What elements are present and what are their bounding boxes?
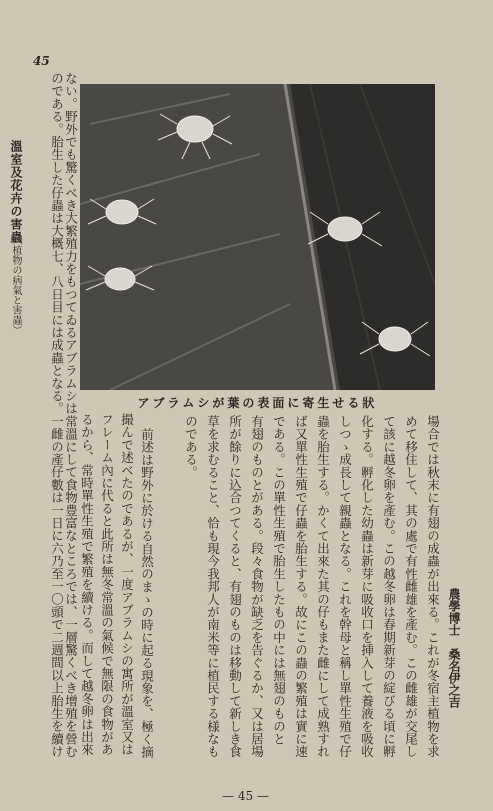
page-number-top: 45: [33, 54, 50, 68]
text-line: 草を求むること、恰も現今我邦人が南米等に植民する様なも: [205, 415, 221, 758]
running-header-subtitle: （植物の病氣と害蟲）: [10, 235, 21, 335]
photo-illustration: [80, 84, 435, 390]
left-text-block: [49, 72, 80, 758]
text-line: 前述は野外に於ける自然のまゝの時に起る現象を、極く摘: [139, 428, 155, 759]
text-line: めて移住して、其の處で有性雌雄を產む。この雌雄が交尾し: [403, 415, 419, 758]
aphid-photograph: [80, 84, 435, 390]
author-name: 農學博士 桑名伊之吉: [447, 588, 461, 708]
text-line: ば又單性生殖で仔蟲を胎生する。故にこの蟲の繁殖は實に速: [293, 415, 309, 758]
text-line: 所が餘りに込合つてくると、有翅のものは移動して新しき食: [227, 415, 243, 758]
page-number-bottom: — 45 —: [222, 789, 269, 803]
text-line: である。この單性生殖で胎生したもの中には無翅のものと: [271, 415, 287, 746]
text-line: 有翅のものとがある。段々食物が缺乏を告ぐるか、又は居場: [249, 415, 265, 758]
text-line: しつゝ成長して親蟲となる。これを幹母と稱し單性生殖で仔: [337, 415, 353, 758]
text-line: のである。: [183, 415, 199, 479]
text-line: 蟲を胎生する。かくて出來た其の仔もまた雌にして成熟すれ: [315, 415, 331, 758]
text-line: のである。胎生した仔蟲は大概七、八日目には成蟲となる。一雌の產仔數は一日に六乃至一〇頭で二週間以上胎生を續け: [49, 72, 65, 758]
text-line: ない。野外でも驚くべき大繁殖力をもつてゐるアブラムシは常溫にして食物豊富なところでは、一層驚くべき增殖を營む: [63, 72, 79, 758]
text-line: 撮んで述べたのであるが、一度アブラムシの寓所が溫室又は: [119, 413, 135, 756]
right-text-block: [160, 415, 441, 777]
text-line: フレーム內に代ると此所は無冬常溫の氣候で無限の食物があ: [99, 413, 115, 756]
text-line: て該に越冬卵を產む。この越冬卵は春期新芽の綻びる頃に孵: [381, 415, 397, 758]
running-header-title: 溫室及花卉の害蟲: [9, 140, 23, 244]
photo-caption: アブラムシが葉の表面に寄生せる狀: [137, 396, 378, 410]
text-line: るから、常時單性生殖で繁殖を續ける。而して越冬卵は出來: [79, 413, 95, 756]
text-line: 場合では秋末に有翅の成蟲が出來る。これが冬宿主植物を求: [425, 415, 441, 758]
text-line: 化する。孵化した幼蟲は新芽に吸收口を挿入して養液を吸收: [359, 415, 375, 758]
